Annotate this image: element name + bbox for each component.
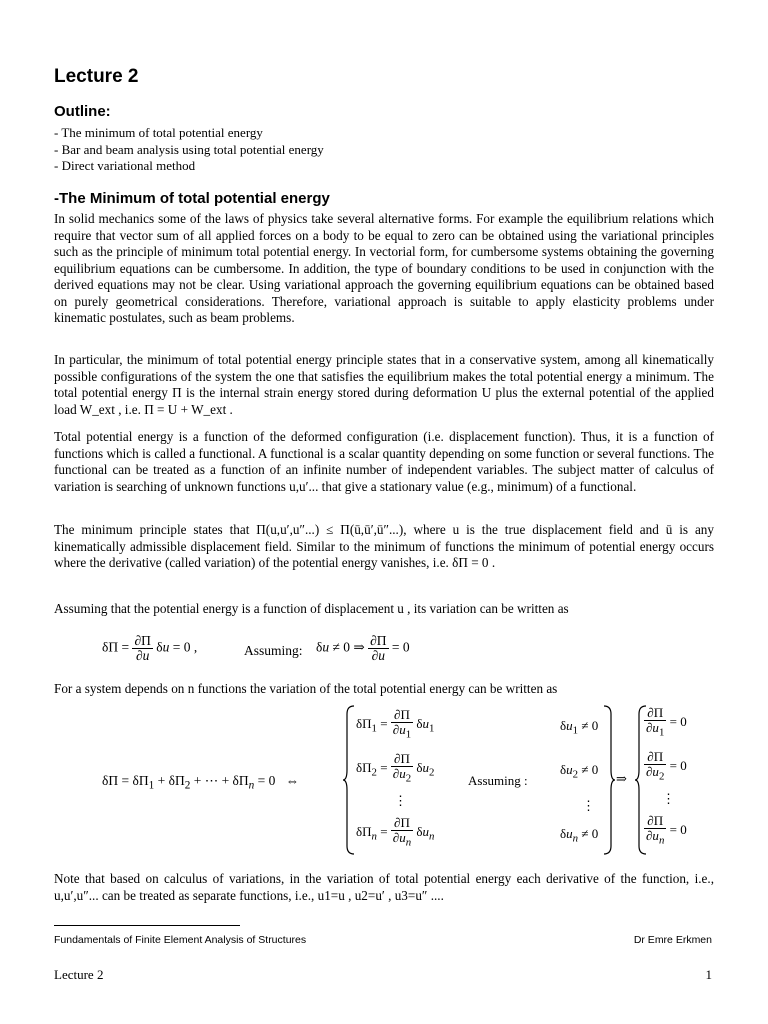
- equation-total-variation: $\delta\Pi = \delta\Pi_1 + \delta\Pi_2$ + ⋯ + $\delta\Pi_n = 0$ ⇔: [102, 773, 300, 792]
- outline-heading: Outline:: [54, 103, 111, 120]
- right-brace: [602, 704, 616, 856]
- paragraph-2: In particular, the minimum of total potential energy principle states that in a conservative system, among all kinematically possible configurations of the system the one that satisfies the equilibrium makes the total potential energy a minimum. The total potential energy Π is the internal strain energy stored during deformation U plus the external potential of the applied load W_ext , i.e. Π = U + W_ext .: [54, 352, 714, 417]
- page-number: 1: [705, 967, 712, 982]
- page-title: Lecture 2: [54, 66, 139, 87]
- system-row-1: $\delta\Pi_1$ = $\frac{\partial\Pi}{\partial u_1}$ $\delta u_1$: [356, 707, 435, 741]
- system-dots: ⋮: [394, 793, 407, 808]
- equation-variation: δΠ = $\frac{\partial\Pi}{\partial u}$ δu = 0 ,: [102, 633, 198, 663]
- left-brace: [342, 704, 356, 856]
- footnote-rule: [54, 925, 240, 926]
- footer-course: Fundamentals of Finite Element Analysis of Structures: [54, 934, 307, 946]
- paragraph-3: Total potential energy is a function of the deformed configuration (i.e. displacement function). Thus, it is a function of functions which is called a functional. A functional is a scalar quantity depending on some function or several functions. The functional can be treated as a function of an infinite number of independent variables. The subject matter of calculus of variation is searching of unknown functions u,u′... that give a stationary value (e.g., minimum) of a functional.: [54, 429, 714, 494]
- condition-1: $\delta u_1 \ne 0$: [560, 718, 599, 737]
- equation-condition: δu ≠ 0 ⇒ $\frac{\partial\Pi}{\partial u}$ = 0: [316, 633, 410, 663]
- condition-dots: ⋮: [582, 798, 595, 813]
- paragraph-5: Assuming that the potential energy is a function of displacement u , its variation can be written as: [54, 601, 569, 616]
- equation-assuming-label: Assuming:: [244, 643, 303, 658]
- result-n: $\frac{\partial\Pi}{\partial u_n}$ = 0: [646, 813, 687, 847]
- paragraph-7: Note that based on calculus of variations, in the variation of total potential energy each derivative of the function, i.e., u,u′,u″... can be treated as separate functions, i.e., u1=u , u2=u′ , u3=u″ ....: [54, 871, 714, 903]
- page-label: Lecture 2: [54, 967, 104, 982]
- system-row-n: $\delta\Pi_n$ = $\frac{\partial\Pi}{\partial u_n}$ $\delta u_n$: [356, 815, 435, 849]
- result-2: $\frac{\partial\Pi}{\partial u_2}$ = 0: [646, 749, 687, 783]
- implies-arrow: ⇒: [616, 771, 627, 786]
- paragraph-1: In solid mechanics some of the laws of physics take several alternative forms. For example the equilibrium relations which require that vector sum of all applied forces on a body to be equal to zero can be obtained using the variational principles such as the principle of minimum total potential energy. In vectorial form, for cumbersome systems obtaining the governing equilibrium equations can be cumbersome. In addition, the type of boundary conditions to be used in conjunction with the derived equations may not be clear. Using variational approach the governing equilibrium equations can be obtained based on purely geometrical considerations. Therefore, variational approach is suitable to apply elasticity problems under kinematic postulates, such as beam problems.: [54, 211, 714, 325]
- section-heading: -The Minimum of total potential energy: [54, 190, 330, 207]
- outline-list: [54, 125, 324, 175]
- system-row-2: $\delta\Pi_2$ = $\frac{\partial\Pi}{\partial u_2}$ $\delta u_2$: [356, 751, 435, 785]
- condition-2: $\delta u_2 \ne 0$: [560, 762, 599, 781]
- outline-item: - Direct variational method: [54, 158, 196, 173]
- result-dots: ⋮: [662, 791, 675, 806]
- footer-author: Dr Emre Erkmen: [633, 934, 712, 946]
- condition-n: $\delta u_n \ne 0$: [560, 826, 599, 845]
- result-1: $\frac{\partial\Pi}{\partial u_1}$ = 0: [646, 705, 687, 739]
- system-assuming-label: Assuming :: [468, 773, 528, 788]
- paragraph-4: The minimum principle states that Π(u,u′,u″...) ≤ Π(ū,ū′,ū″...), where u is the true displacement field and ū is any kinematically admissible displacement field. Similar to the minimum of functions the minimum of potential energy occurs where the derivative (called variation) of the potential energy vanishes, i.e. δΠ = 0 .: [54, 522, 714, 570]
- outline-item: - The minimum of total potential energy: [54, 125, 263, 140]
- paragraph-6: For a system depends on n functions the variation of the total potential energy can be written as: [54, 681, 558, 696]
- outline-item: - Bar and beam analysis using total potential energy: [54, 141, 324, 157]
